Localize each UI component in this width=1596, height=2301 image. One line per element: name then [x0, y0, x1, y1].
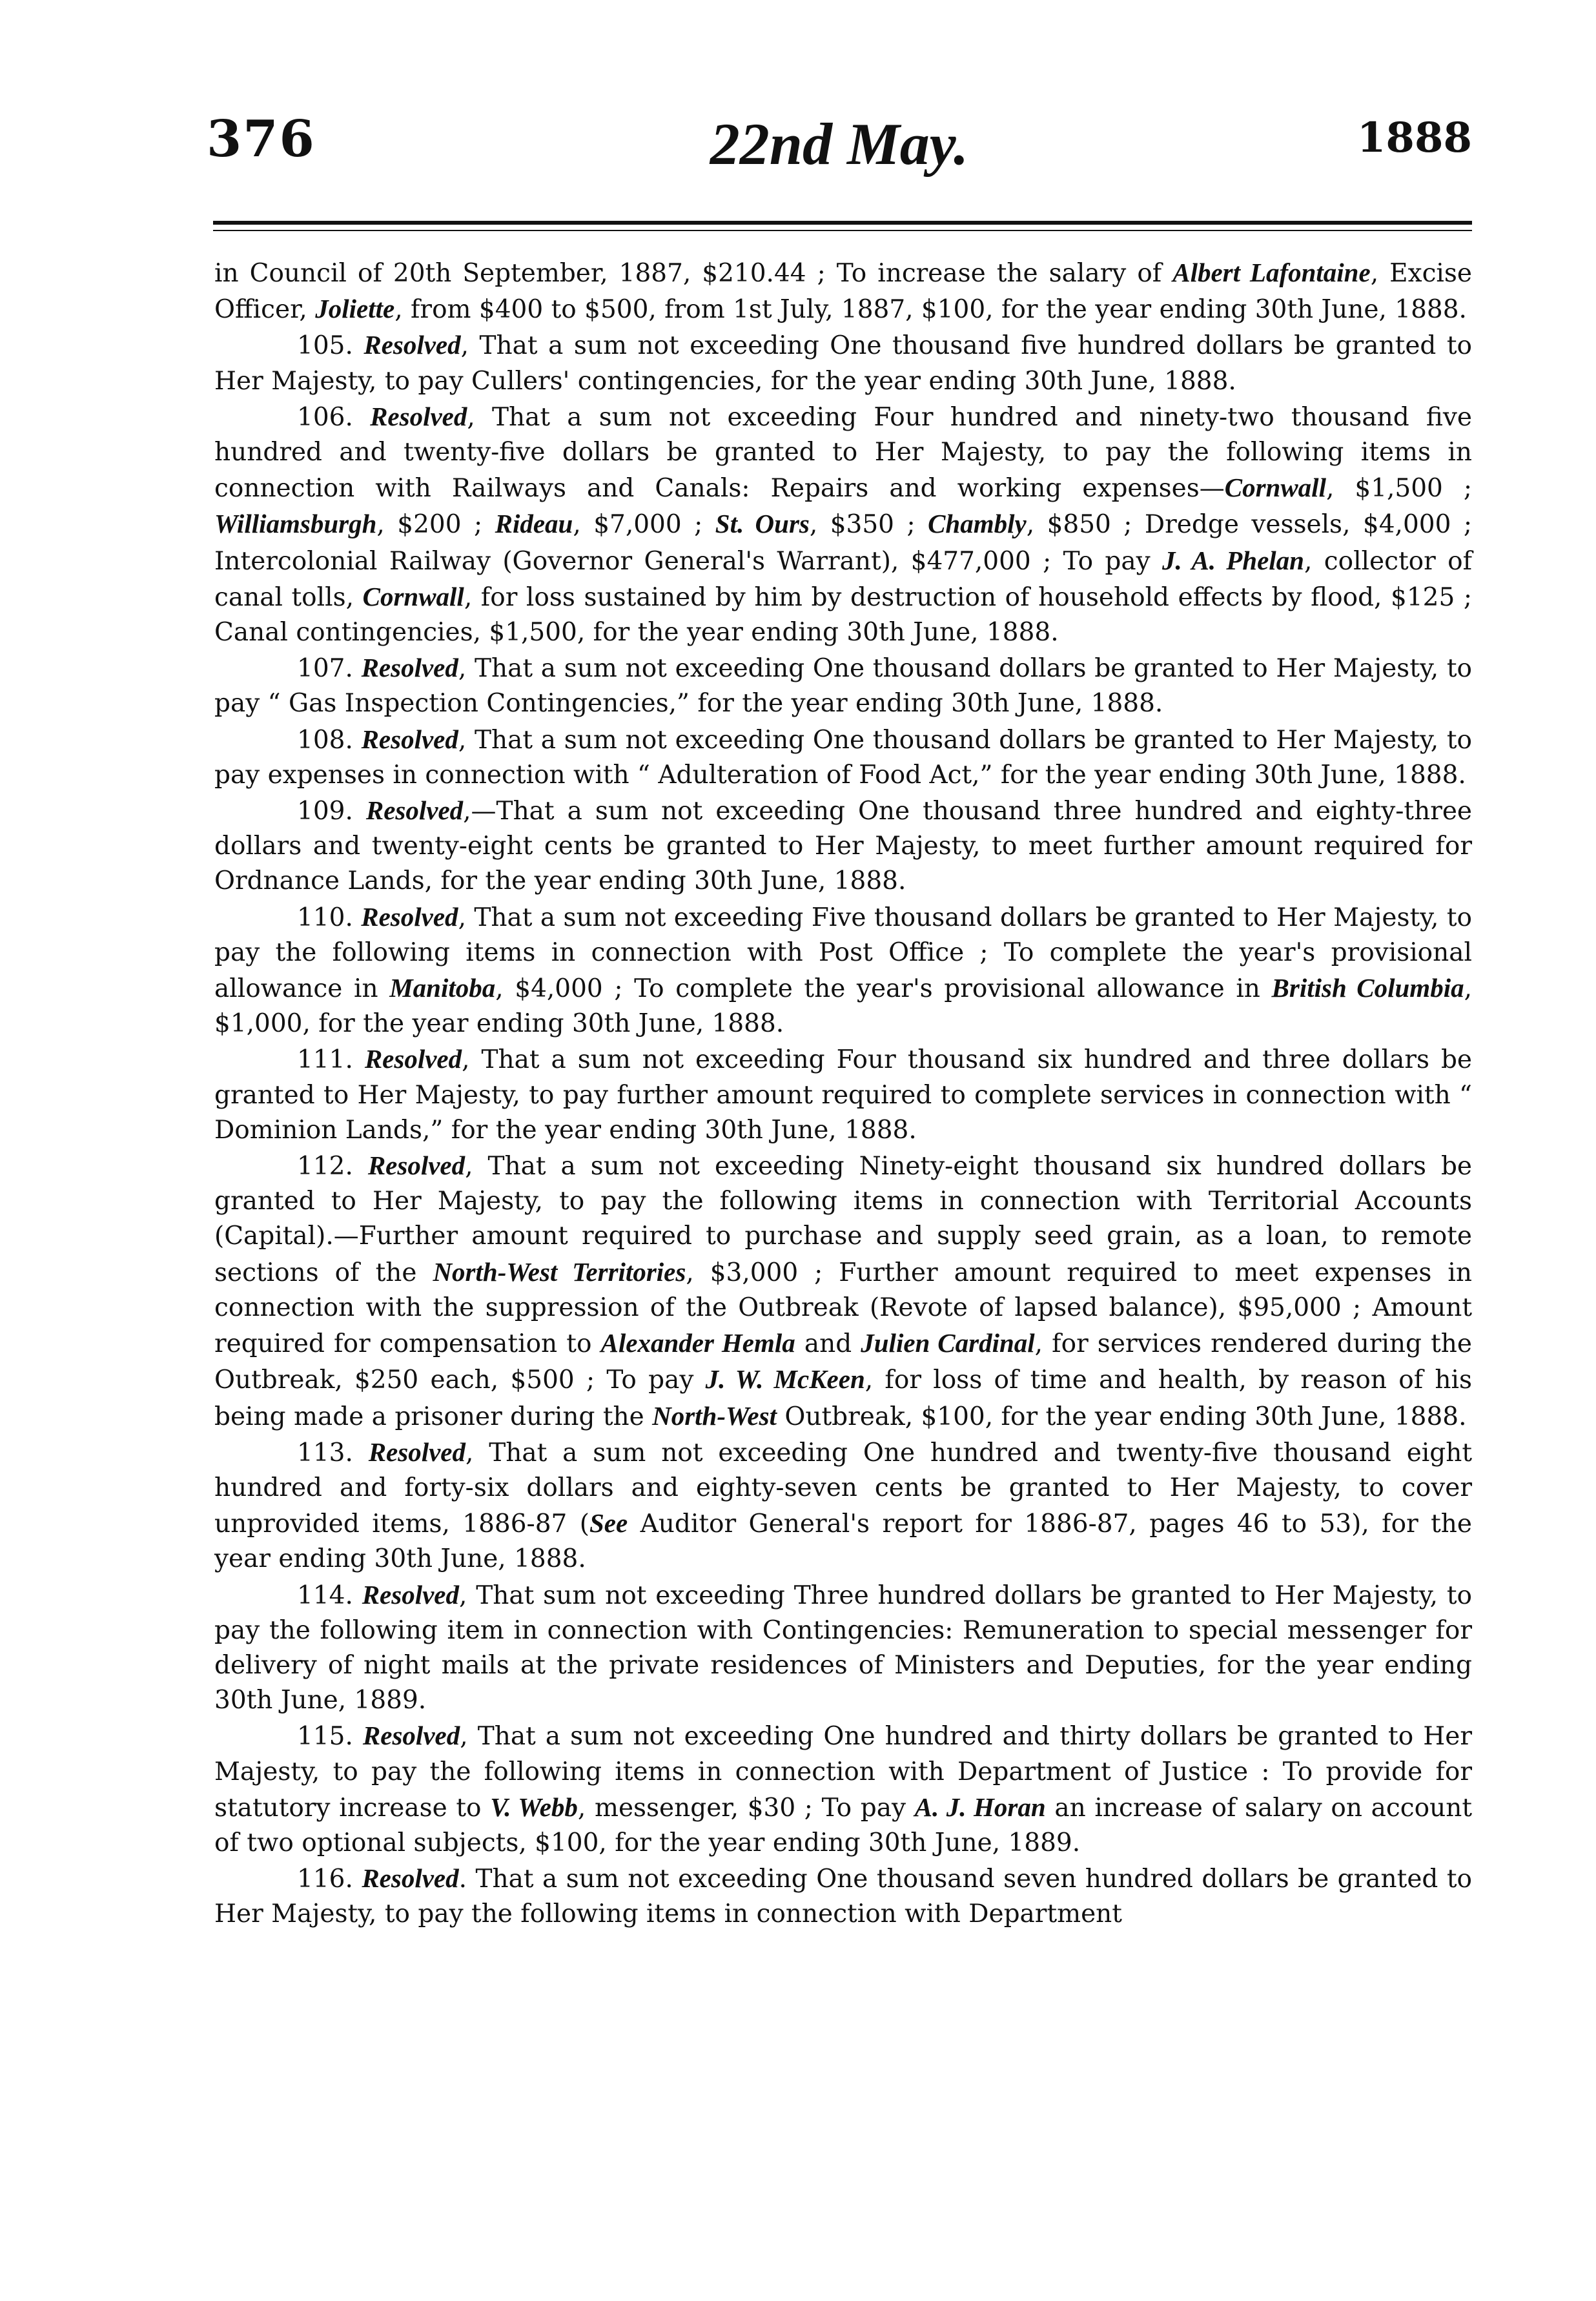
page-number: 376 — [207, 110, 316, 169]
header-rule-thick — [213, 221, 1472, 225]
resolution-107: 107. Resolved, That a sum not exceeding One thousand dollars be granted to Her Majesty, to pay “ Gas Inspection Contingencies,” for the year ending 30th June, 1888. — [214, 653, 1472, 719]
resolution-108: 108. Resolved, That a sum not exceeding One thousand dollars be granted to Her Majesty, to pay expenses in connection with “ Adulteration of Food Act,” for the year ending 30th June, 1888. — [214, 724, 1472, 790]
page-body — [214, 255, 1472, 1932]
running-head-date: 22nd May. — [710, 111, 969, 177]
resolution-110: 110. Resolved, That a sum not exceeding Five thousand dollars be granted to Her Majesty, to pay the following items in connection with Post Office ; To complete the year's provisional allowance in Manitoba, $4,000 ; To complete the year's provisional allowance in British Columbia, $1,000, for the year ending 30th June, 1888. — [214, 901, 1472, 1039]
page-year: 1888 — [1356, 114, 1472, 162]
resolution-111: 111. Resolved, That a sum not exceeding Four thousand six hundred and three dollars be granted to Her Majesty, to pay further amount required to complete services in connection with “ Dominion Lands,” for the year ending 30th June, 1888. — [214, 1044, 1473, 1145]
resolution-113: 113. Resolved, That a sum not exceeding One hundred and twenty-five thousand eight hundred and forty-six dollars and eighty-seven cents be granted to Her Majesty, to cover unprovided items, 1886-87 (See Auditor General's report for 1886-87, pages 46 to 53), for the year ending 30th June, 1888. — [214, 1437, 1473, 1574]
page-header — [207, 110, 1472, 181]
resolution-112: 112. Resolved, That a sum not exceeding Ninety-eight thousand six hundred dollars be granted to Her Majesty, to pay the following items in connection with Territorial Accounts (Capital).—Further amount required to purchase and supply seed grain, as a loan, to remote sections of the North-West Territories, $3,000 ; Further amount required to meet expenses in connection with the suppression of the Outbreak (Revote of lapsed balance), $95,000 ; Amount required for compensation to Alexander Hemla and Julien Cardinal, for services rendered during the Outbreak, $250 each, $500 ; To pay J. W. McKeen, for loss of time and health, by reason of his being made a prisoner during the North-West Outbreak, $100, for the year ending 30th June, 1888. — [214, 1150, 1473, 1431]
resolution-114: 114. Resolved, That sum not exceeding Three hundred dollars be granted to Her Majesty, to pay the following item in connection with Contingencies: Remuneration to special messenger for delivery of night mails at the private residences of Ministers and Deputies, for the year ending 30th June, 1889. — [214, 1579, 1472, 1715]
resolution-116: 116. Resolved. That a sum not exceeding One thousand seven hundred dollars be granted to Her Majesty, to pay the following items in connection with Department — [214, 1863, 1473, 1929]
resolution-105: 105. Resolved, That a sum not exceeding One thousand five hundred dollars be granted to Her Majesty, to pay Cullers' contingencies, for the year ending 30th June, 1888. — [214, 330, 1473, 396]
header-rule-thin — [213, 230, 1472, 231]
continuation-paragraph: in Council of 20th September, 1887, $210.44 ; To increase the salary of Albert Lafontaine, Excise Officer, Joliette, from $400 to $500, from 1st July, 1887, $100, for the year ending 30th June, 1888. — [214, 258, 1472, 325]
resolution-109: 109. Resolved,—That a sum not exceeding One thousand three hundred and eighty-three dollars and twenty-eight cents be granted to Her Majesty, to meet further amount required for Ordnance Lands, for the year ending 30th June, 1888. — [214, 795, 1473, 896]
resolution-115: 115. Resolved, That a sum not exceeding One hundred and thirty dollars be granted to Her Majesty, to pay the following items in connection with Department of Justice : To provide for statutory increase to V. Webb, messenger, $30 ; To pay A. J. Horan an increase of salary on account of two optional subjects, $100, for the year ending 30th June, 1889. — [214, 1721, 1473, 1857]
resolution-106: 106. Resolved, That a sum not exceeding Four hundred and ninety-two thousand five hundred and twenty-five dollars be granted to Her Majesty, to pay the following items in connection with Railways and Canals: Repairs and working expenses—Cornwall, $1,500 ; Williamsburgh, $200 ; Rideau, $7,000 ; St. Ours, $350 ; Chambly, $850 ; Dredge vessels, $4,000 ; Intercolonial Railway (Governor General's Warrant), $477,000 ; To pay J. A. Phelan, collector of canal tolls, Cornwall, for loss sustained by him by destruction of household effects by flood, $125 ; Canal contingencies, $1,500, for the year ending 30th June, 1888. — [214, 401, 1473, 648]
